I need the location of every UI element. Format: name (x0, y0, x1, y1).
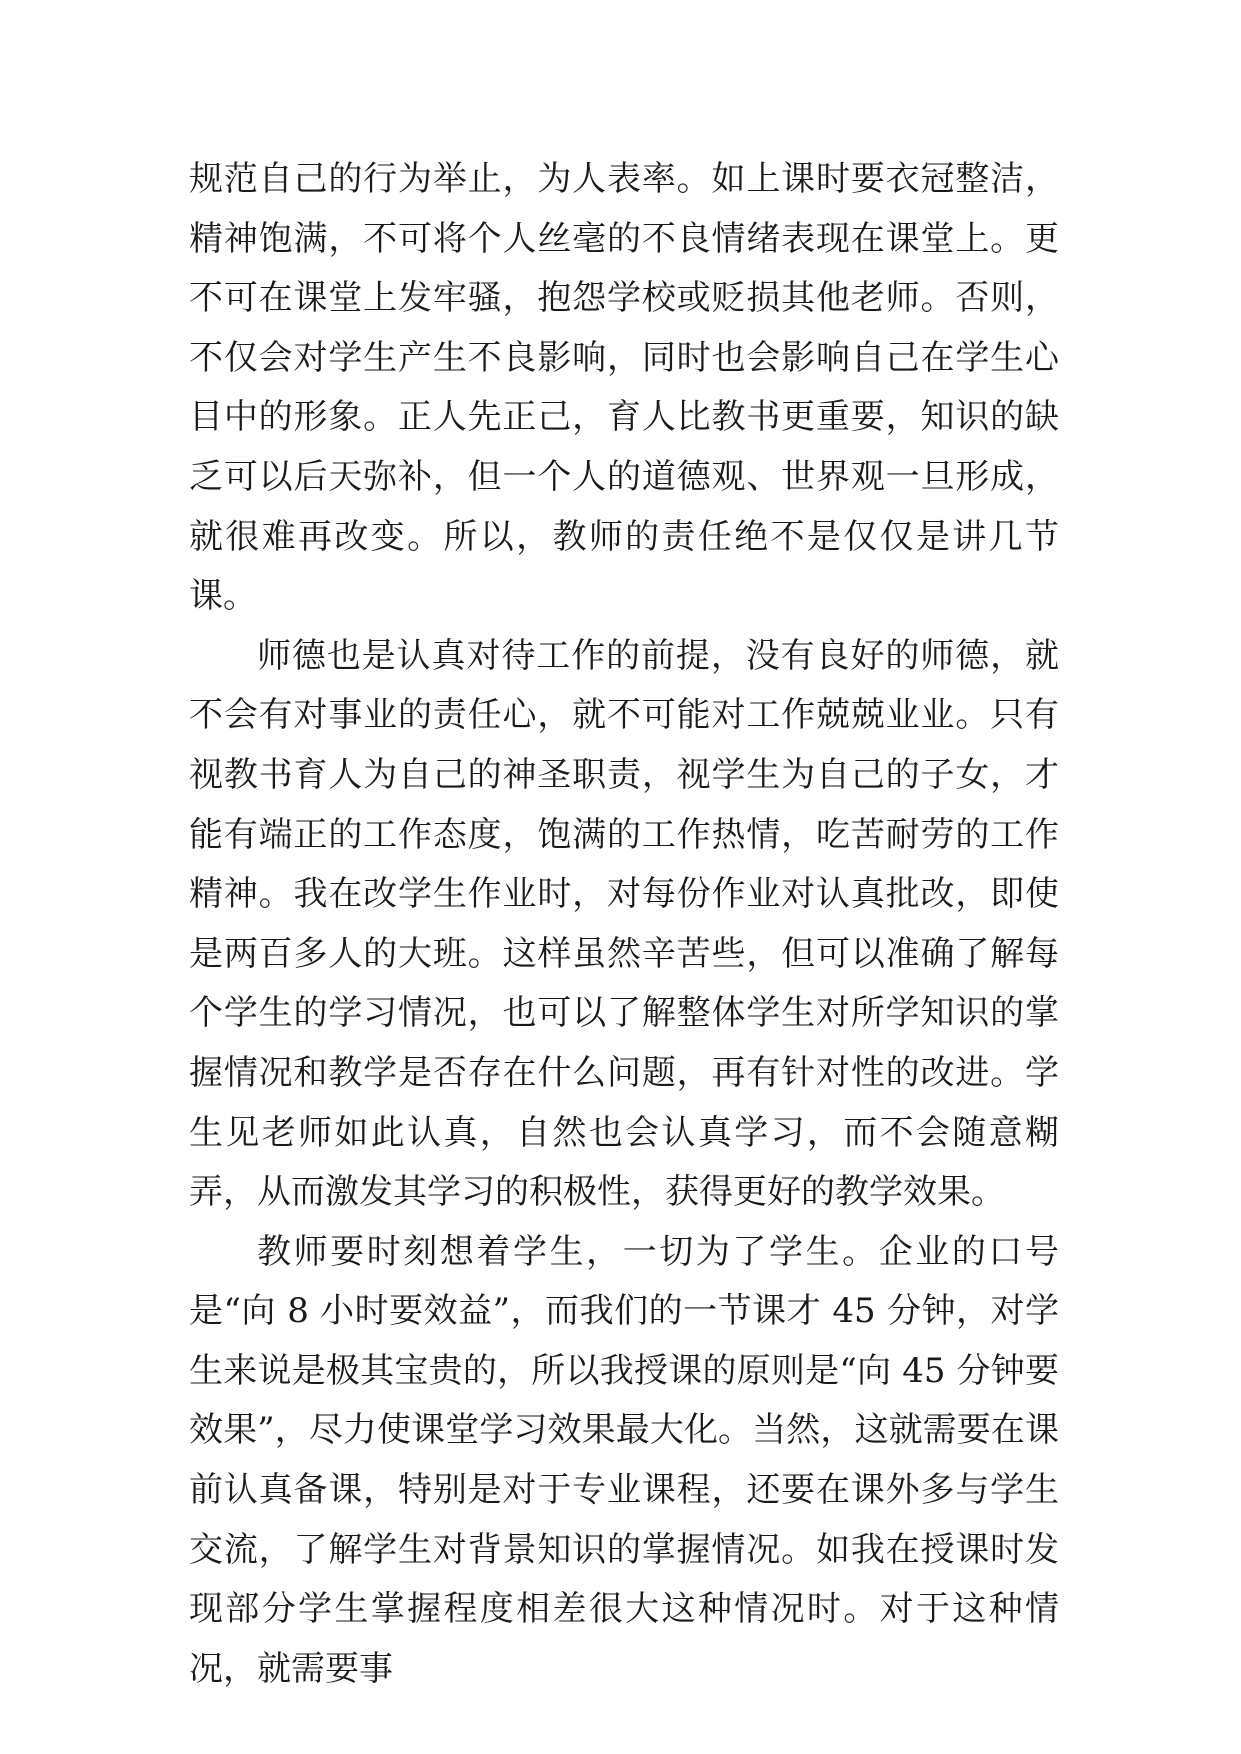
document-body (189, 150, 1059, 1699)
paragraph-3: 教师要时刻想着学生，一切为了学生。企业的口号是“向 8 小时要效益”，而我们的一节课才 45 分钟，对学生来说是极其宝贵的，所以我授课的原则是“向 45 分钟要效果”，尽力使课堂学习效果最大化。当然，这就需要在课前认真备课，特别是对于专业课程，还要在课外多与学生交流，了解学生对背景知识的掌握情况。如我在授课时发现部分学生掌握程度相差很大这种情况时。对于这种情况，就需要事 (189, 1231, 1059, 1689)
paragraph-1: 规范自己的行为举止，为人表率。如上课时要衣冠整洁，精神饱满，不可将个人丝毫的不良情绪表现在课堂上。更不可在课堂上发牢骚，抱怨学校或贬损其他老师。否则，不仅会对学生产生不良影响，同时也会影响自己在学生心目中的形象。正人先正己，育人比教书更重要，知识的缺乏可以后天弥补，但一个人的道德观、世界观一旦形成，就很难再改变。所以，教师的责任绝不是仅仅是讲几节课。 (189, 159, 1059, 617)
paragraph-2: 师德也是认真对待工作的前提，没有良好的师德，就不会有对事业的责任心，就不可能对工作兢兢业业。只有视教书育人为自己的神圣职责，视学生为自己的子女，才能有端正的工作态度，饱满的工作热情，吃苦耐劳的工作精神。我在改学生作业时，对每份作业对认真批改，即使是两百多人的大班。这样虽然辛苦些，但可以准确了解每个学生的学习情况，也可以了解整体学生对所学知识的掌握情况和教学是否存在什么问题，再有针对性的改进。学生见老师如此认真，自然也会认真学习，而不会随意糊弄，从而激发其学习的积极性，获得更好的教学效果。 (189, 635, 1059, 1213)
